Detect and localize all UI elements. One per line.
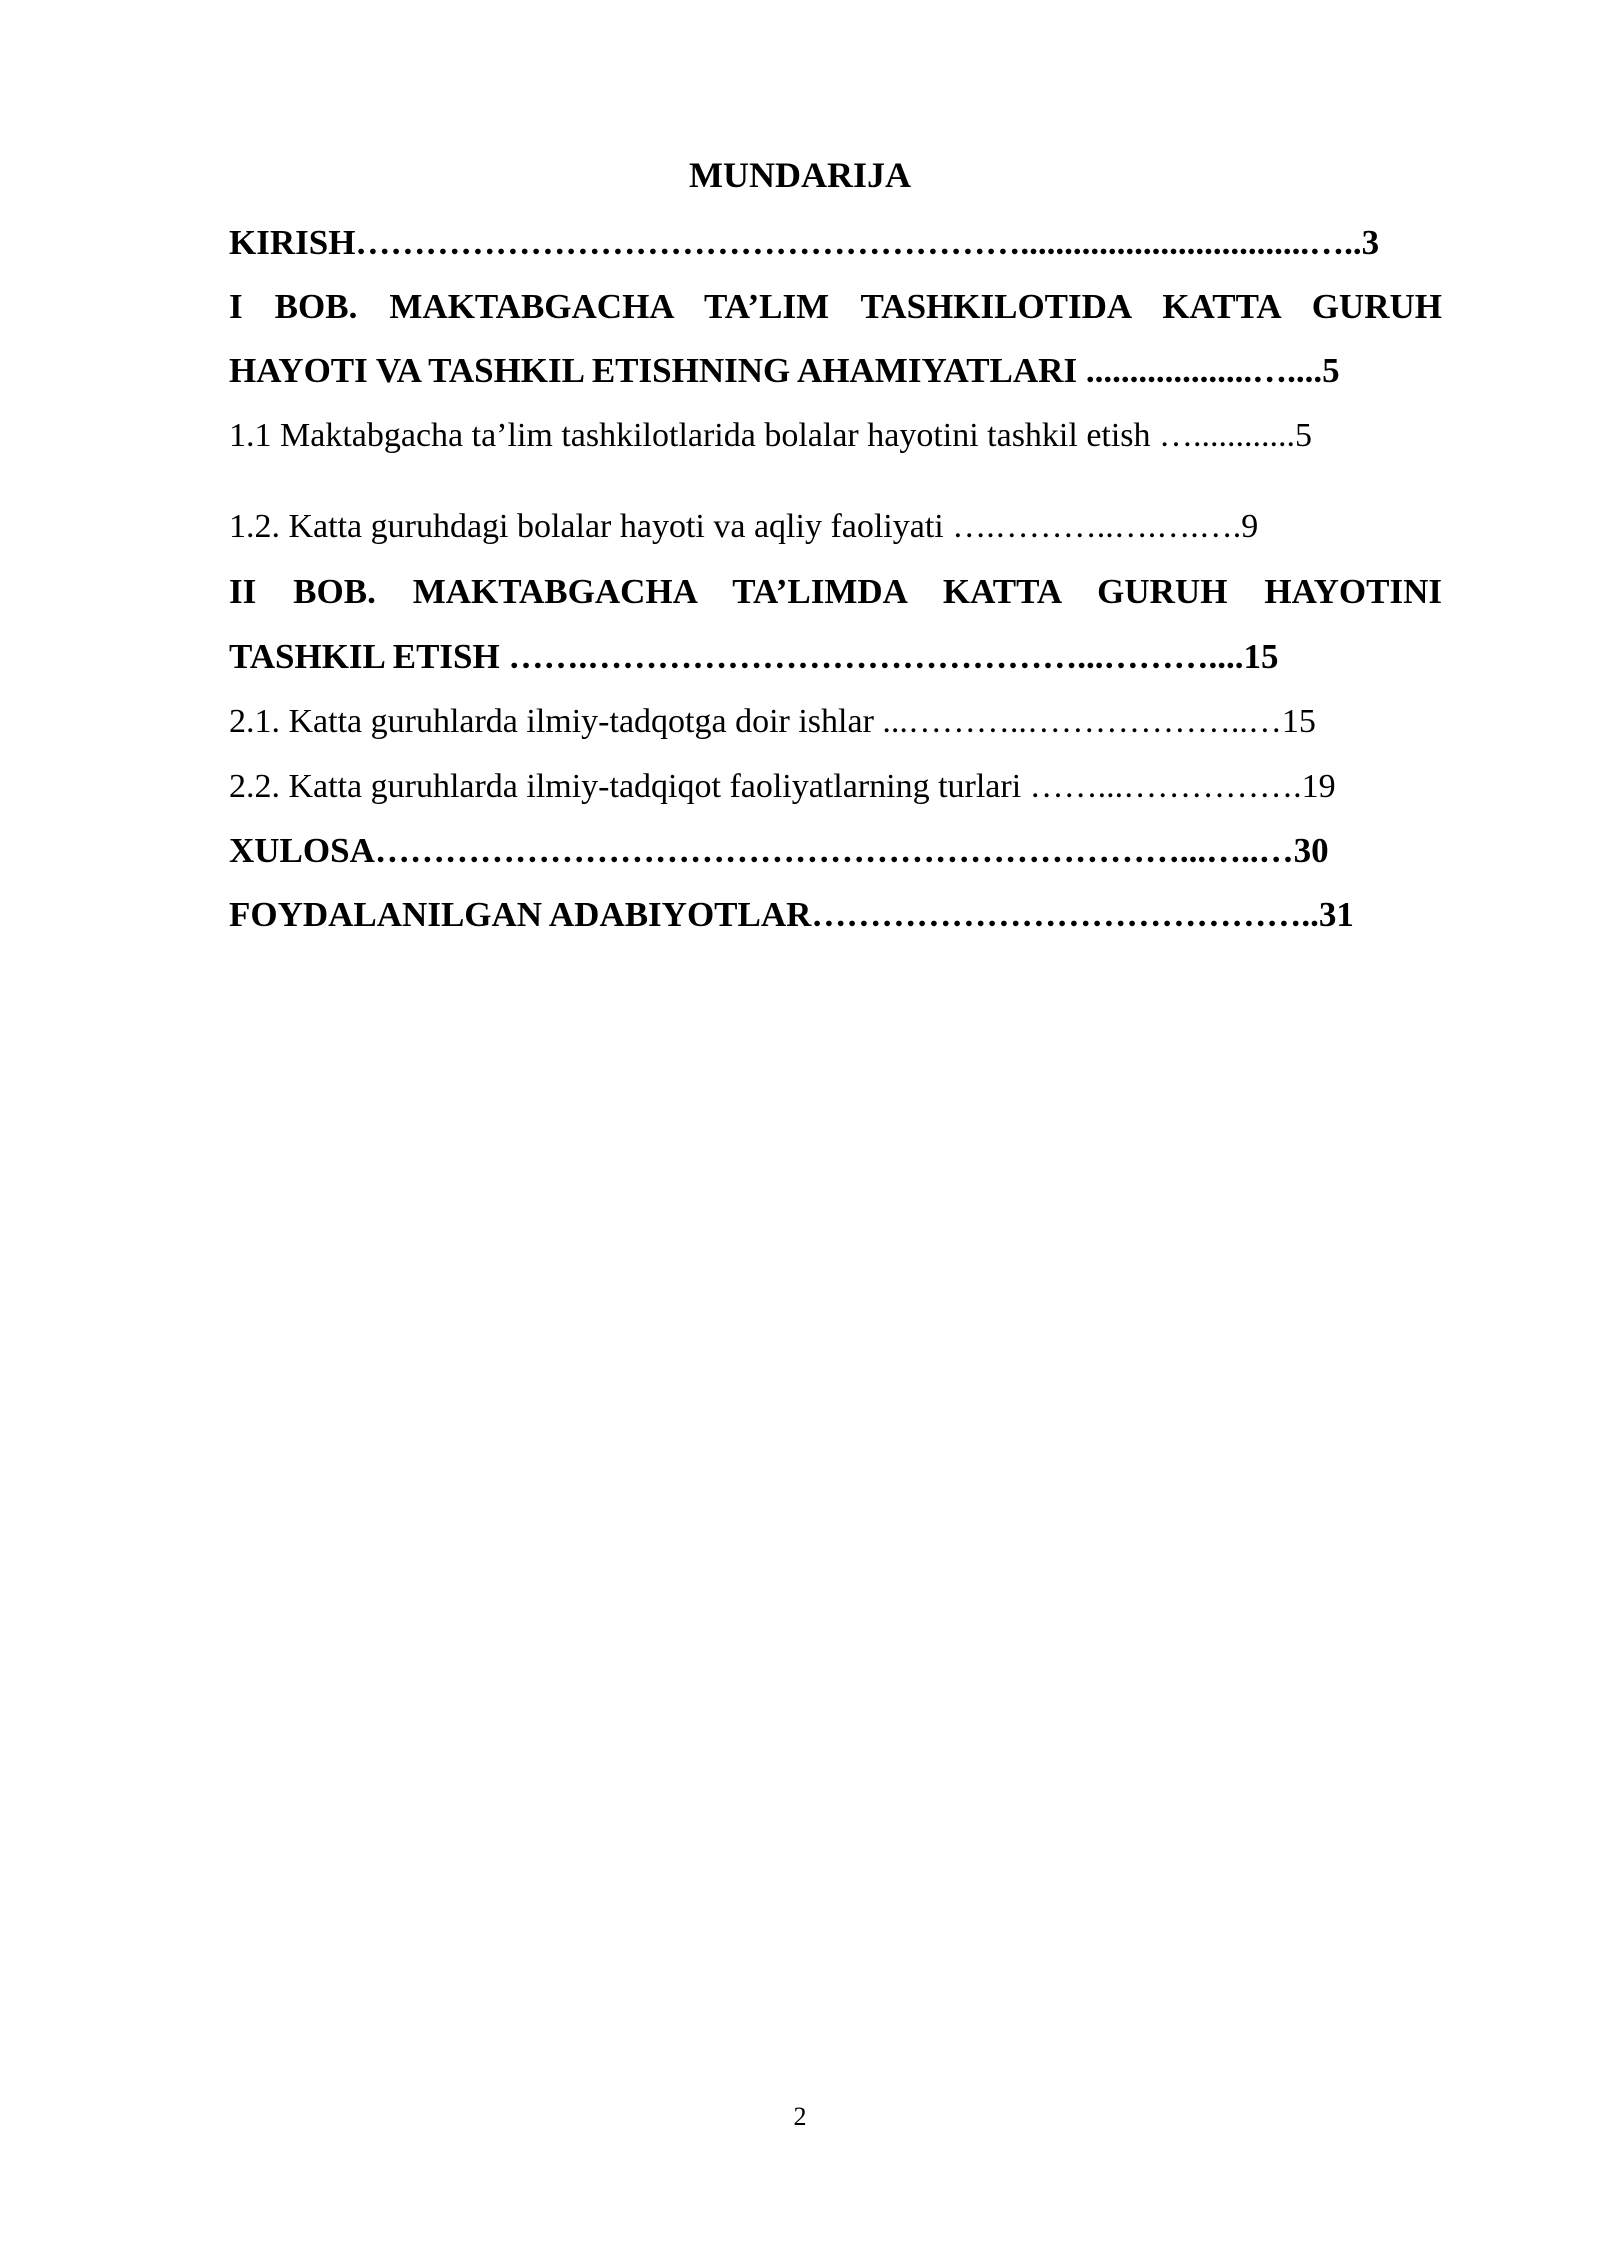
toc-entry-section-2-2: 2.2. Katta guruhlarda ilmiy-tadqiqot faoliyatlarning turlari ……...…………….19 <box>229 768 1336 805</box>
toc-entry-kirish: KIRISH………………………………………………….................................…..3 <box>229 223 1380 262</box>
page-number: 2 <box>793 2102 807 2131</box>
toc-entry-section-1-2: 1.2. Katta guruhdagi bolalar hayoti va aqliy faoliyati ….………..….….….9 <box>229 508 1259 545</box>
toc-entry-section-1-1: 1.1 Maktabgacha ta’lim tashkilotlarida bolalar hayotini tashkil etish …............5 <box>229 417 1313 454</box>
toc-entry-xulosa: XULOSA……………………………………………………………...…..…30 <box>229 831 1329 870</box>
toc-entry-references: FOYDALANILGAN ADABIYOTLAR……………………………………..31 <box>229 895 1354 934</box>
toc-entry-chapter-1-line-2: HAYOTI VA TASHKIL ETISHNING AHAMIYATLARI ...................…....5 <box>229 351 1340 390</box>
toc-entry-chapter-2-line-1: II BOB. MAKTABGACHA TA’LIMDA KATTA GURUH HAYOTINI <box>229 572 1442 611</box>
toc-entry-chapter-2-line-2: TASHKIL ETISH …….……………………………………...………....15 <box>229 637 1279 676</box>
toc-entry-chapter-1-line-1: I BOB. MAKTABGACHA TA’LIM TASHKILOTIDA KATTA GURUH <box>229 287 1442 326</box>
page-title: MUNDARIJA <box>689 155 911 195</box>
toc-entry-section-2-1: 2.1. Katta guruhlarda ilmiy-tadqotga doir ishlar ...………..………………..…15 <box>229 703 1316 740</box>
